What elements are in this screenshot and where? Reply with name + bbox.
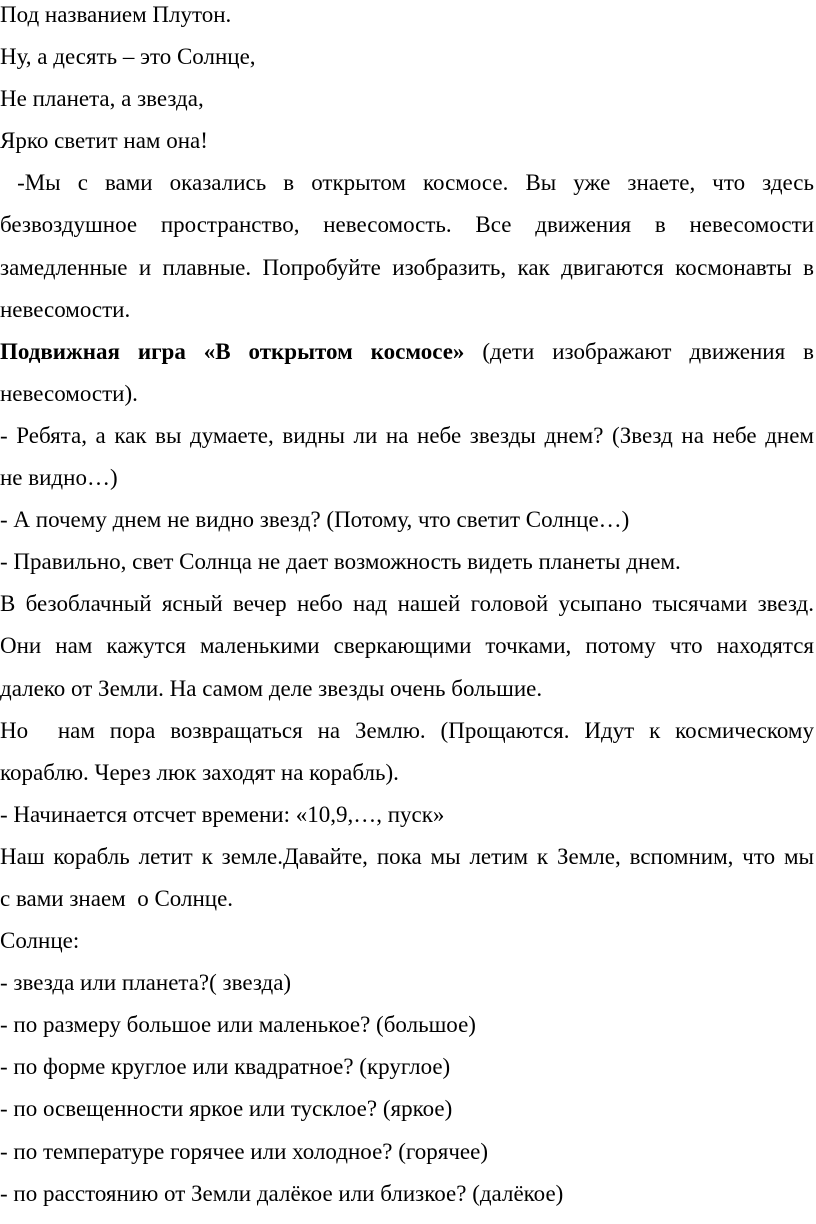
- list-item: - звезда или планета?( звезда): [0, 970, 292, 996]
- paragraph-line: -Мы с вами оказались в открытом космосе. Вы уже знаете, что здесь: [0, 170, 814, 196]
- paragraph-line: не видно…): [0, 465, 118, 491]
- paragraph-line: - Правильно, свет Солнца не дает возможность видеть планеты днем.: [0, 549, 681, 575]
- paragraph-line: замедленные и плавные. Попробуйте изобразить, как двигаются космонавты в: [0, 254, 814, 280]
- paragraph-line: с вами знаем о Солнце.: [0, 885, 234, 911]
- paragraph-line: Они нам кажутся маленькими сверкающими точками, потому что находятся: [0, 633, 814, 659]
- game-title: Подвижная игра «В открытом космосе»: [0, 338, 465, 364]
- poem-line: Под названием Плутон.: [0, 2, 232, 27]
- paragraph-line: Но нам пора возвращаться на Землю. (Прощаются. Идут к космическому: [0, 717, 814, 743]
- list-item: - по расстоянию от Земли далёкое или близкое? (далёкое): [0, 1180, 564, 1206]
- paragraph-line: Наш корабль летит к земле.Давайте, пока мы летим к Земле, вспомним, что мы: [0, 843, 814, 869]
- list-item: - по освещенности яркое или тусклое? (яркое): [0, 1096, 453, 1122]
- game-description: (дети изображают движения в: [464, 338, 814, 364]
- list-heading: Солнце:: [0, 928, 80, 954]
- paragraph-line: невесомости.: [0, 296, 131, 322]
- list-item: - по форме круглое или квадратное? (круглое): [0, 1054, 451, 1080]
- paragraph-line: - А почему днем не видно звезд? (Потому, что светит Солнце…): [0, 507, 630, 533]
- paragraph-line: - Начинается отсчет времени: «10,9,…, пуск»: [0, 801, 445, 827]
- poem-line: Не планета, а звезда,: [0, 86, 204, 112]
- poem-line: Ярко светит нам она!: [0, 128, 208, 154]
- list-item: - по размеру большое или маленькое? (большое): [0, 1012, 476, 1038]
- paragraph-line: безвоздушное пространство, невесомость. Все движения в невесомости: [0, 212, 814, 238]
- paragraph-line: В безоблачный ясный вечер небо над нашей головой усыпано тысячами звезд.: [0, 591, 814, 617]
- list-item: - по температуре горячее или холодное? (горячее): [0, 1138, 488, 1164]
- paragraph-line: - Ребята, а как вы думаете, видны ли на небе звезды днем? (Звезд на небе днем: [0, 422, 814, 448]
- paragraph-line: кораблю. Через люк заходят на корабль).: [0, 759, 399, 785]
- poem-line: Ну, а десять – это Солнце,: [0, 44, 256, 70]
- game-heading-line: [0, 331, 814, 373]
- paragraph-line: далеко от Земли. На самом деле звезды очень большие.: [0, 675, 543, 701]
- paragraph-line: невесомости).: [0, 380, 138, 406]
